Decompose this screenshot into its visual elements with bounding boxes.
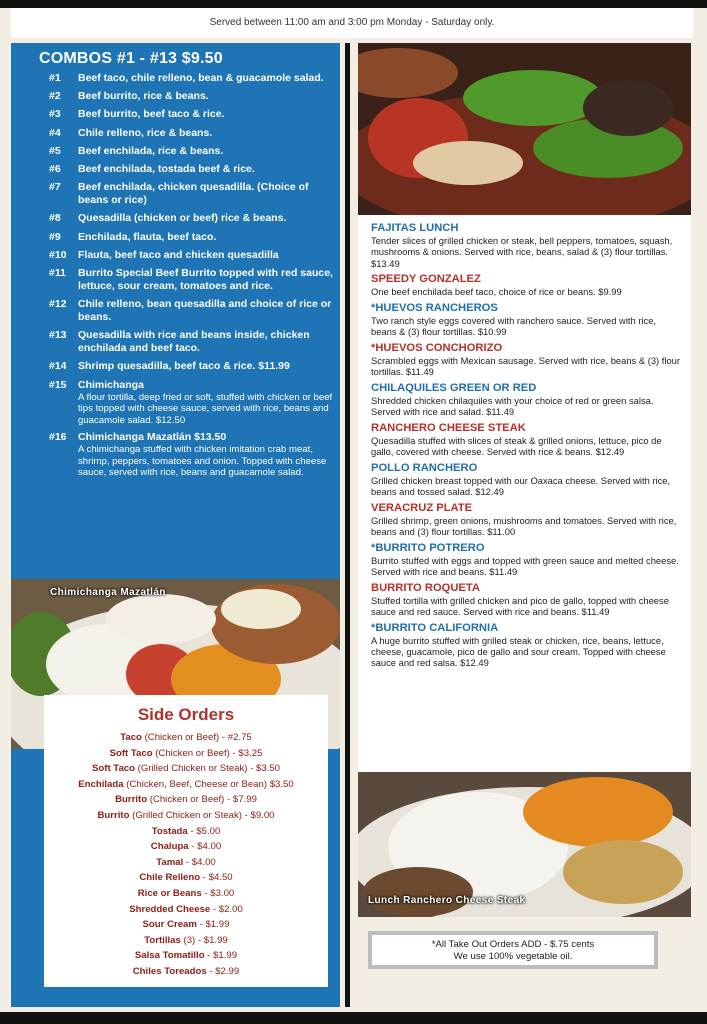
combo-title: Chimichanga Mazatlán $13.50 bbox=[78, 431, 227, 444]
side-order-name: Burrito bbox=[97, 809, 130, 821]
side-order-name: Shredded Cheese bbox=[129, 903, 211, 915]
hours-note: Served between 11:00 am and 3:00 pm Monday - Saturday only. bbox=[209, 17, 495, 28]
plate-name: POLLO RANCHERO bbox=[371, 461, 478, 474]
combo-number: #15 bbox=[49, 378, 67, 391]
combo-number: #9 bbox=[49, 230, 61, 243]
side-order-detail: - $2.00 bbox=[210, 903, 243, 915]
plate-description: Grilled shrimp, green onions, mushrooms and tomatoes. Served with rice, beans and (3) flour tortillas. $11.00 bbox=[371, 514, 677, 538]
combo-text bbox=[78, 360, 334, 373]
fajita-photo-art bbox=[358, 43, 691, 215]
fajita-photo bbox=[358, 43, 691, 215]
side-order-name: Chiles Toreados bbox=[132, 965, 207, 977]
side-order-name: Tamal bbox=[156, 856, 184, 868]
side-order-detail: - $3.00 bbox=[201, 887, 235, 899]
side-order-detail: (Grilled Chicken or Steak) - $9.00 bbox=[129, 809, 275, 821]
combo-text bbox=[78, 298, 334, 324]
plate-item bbox=[371, 581, 683, 618]
side-order-detail: (Chicken or Beef) - $7.99 bbox=[147, 794, 257, 806]
side-order-name: Burrito bbox=[115, 794, 148, 806]
side-order-name: Taco bbox=[120, 732, 142, 743]
plate-description: Two ranch style eggs covered with ranchero sauce. Served with rice, beans & (3) flour tortillas. $10.99 bbox=[371, 314, 657, 338]
side-order-name: Sour Cream bbox=[142, 919, 197, 931]
plate-item bbox=[371, 541, 683, 578]
side-order-item bbox=[44, 761, 328, 777]
side-order-name: Chile Relleno bbox=[139, 872, 201, 884]
side-order-item bbox=[44, 746, 328, 762]
combo-number: #16 bbox=[49, 431, 67, 444]
combo-text bbox=[78, 145, 334, 158]
side-order-detail: (Chicken or Beef) - #2.75 bbox=[141, 732, 252, 743]
take-out-line-1: *All Take Out Orders ADD - $.75 cents bbox=[431, 939, 595, 950]
side-order-detail: - $5.00 bbox=[187, 825, 221, 837]
side-order-item bbox=[44, 870, 328, 886]
combo-title: Beef taco, chile relleno, bean & guacamole salad. bbox=[78, 72, 324, 84]
side-order-detail: (Grilled Chicken or Steak) - $3.50 bbox=[134, 763, 281, 775]
combo-item bbox=[49, 360, 334, 373]
combo-number: #12 bbox=[49, 298, 67, 311]
plate-name: VERACRUZ PLATE bbox=[371, 501, 473, 514]
combo-number: #5 bbox=[49, 144, 61, 157]
combo-item bbox=[49, 431, 334, 479]
combo-number: #3 bbox=[49, 108, 61, 121]
combo-item bbox=[49, 127, 334, 140]
plate-description: Scrambled eggs with Mexican sausage. Served with rice, beans & (3) flour tortillas. $11.49 bbox=[371, 354, 680, 378]
hours-banner bbox=[11, 8, 693, 38]
side-order-item bbox=[44, 839, 328, 855]
plate-name: BURRITO ROQUETA bbox=[371, 581, 480, 594]
combo-text bbox=[78, 379, 334, 427]
side-order-item bbox=[44, 902, 328, 918]
combo-title: Shrimp quesadilla, beef taco & rice. $11.99 bbox=[78, 360, 290, 373]
side-orders-box bbox=[44, 695, 328, 987]
plate-name: RANCHERO CHEESE STEAK bbox=[371, 421, 526, 434]
combo-title: Chile relleno, bean quesadilla and choice of rice or beans. bbox=[78, 298, 332, 324]
combo-title: Flauta, beef taco and chicken quesadilla bbox=[78, 248, 279, 261]
side-order-item bbox=[44, 964, 328, 980]
combo-item bbox=[49, 379, 334, 427]
side-order-item bbox=[44, 824, 328, 840]
combo-text bbox=[78, 181, 334, 207]
side-orders-list bbox=[44, 730, 328, 980]
combo-title: Burrito Special Beef Burrito topped with red sauce, lettuce, sour cream, tomatoes and rice. bbox=[78, 266, 333, 292]
side-orders-title: Side Orders bbox=[137, 705, 235, 724]
combo-title: Beef enchilada, chicken quesadilla. (Choice of beans or rice) bbox=[78, 181, 309, 207]
combo-text bbox=[78, 90, 334, 103]
side-order-item bbox=[44, 933, 328, 949]
combo-number: #1 bbox=[49, 72, 61, 84]
combo-item bbox=[49, 181, 334, 207]
plate-name: *BURRITO CALIFORNIA bbox=[371, 621, 499, 634]
plate-item bbox=[371, 341, 683, 378]
plate-item bbox=[371, 621, 683, 669]
combo-text bbox=[78, 267, 334, 293]
plate-description: Grilled chicken breast topped with our Oaxaca cheese. Served with rice, beans and tossed salad. $12.49 bbox=[371, 474, 671, 498]
plate-item bbox=[371, 381, 683, 418]
plate-name: CHILAQUILES GREEN OR RED bbox=[371, 381, 537, 394]
plate-name: *HUEVOS RANCHEROS bbox=[371, 301, 498, 314]
combo-title: Beef burrito, beef taco & rice. bbox=[78, 108, 225, 121]
plate-name: *HUEVOS CONCHORIZO bbox=[371, 341, 503, 354]
combo-title: Chimichanga bbox=[78, 378, 144, 391]
combo-text bbox=[78, 431, 334, 479]
combo-item bbox=[49, 212, 334, 225]
combo-number: #2 bbox=[49, 90, 61, 103]
plate-item bbox=[371, 461, 683, 498]
top-border bbox=[0, 0, 707, 8]
combo-list bbox=[49, 72, 334, 484]
combo-text bbox=[78, 72, 334, 85]
side-order-detail: - $4.00 bbox=[183, 856, 216, 868]
plate-description: Stuffed tortilla with grilled chicken and pico de gallo, topped with cheese sauce and red sauce. Served with rice and beans. $11.49 bbox=[371, 594, 669, 618]
combo-title: Enchilada, flauta, beef taco. bbox=[78, 230, 217, 243]
plate-item bbox=[371, 421, 683, 458]
combo-item bbox=[49, 108, 334, 121]
side-order-detail: - $4.50 bbox=[200, 872, 233, 884]
plate-description: A huge burrito stuffed with grilled steak or chicken, rice, beans, lettuce, cheese, guacamole, pico de gallo and sour cream. Topped with cheese sauce and red salsa. $12.49 bbox=[371, 634, 666, 669]
lunch-plates-list bbox=[371, 221, 683, 672]
side-order-item bbox=[44, 777, 328, 793]
side-order-detail: (Chicken or Beef) - $3.25 bbox=[152, 747, 263, 759]
side-order-detail: (Chicken, Beef, Cheese or Bean) $3.50 bbox=[123, 778, 294, 790]
plate-name: *BURRITO POTRERO bbox=[371, 541, 485, 554]
combo-item bbox=[49, 90, 334, 103]
combo-number: #8 bbox=[49, 212, 61, 225]
side-order-detail: - $2.99 bbox=[206, 965, 240, 977]
side-order-item bbox=[44, 792, 328, 808]
combo-number: #4 bbox=[49, 126, 61, 139]
side-order-detail: - $1.99 bbox=[196, 919, 230, 931]
combo-item bbox=[49, 298, 334, 324]
column-divider bbox=[345, 43, 350, 1007]
combo-title: Quesadilla with rice and beans inside, chicken enchilada and beef taco. bbox=[78, 329, 310, 355]
side-order-name: Tortillas bbox=[144, 934, 181, 946]
plate-item bbox=[371, 221, 683, 269]
combo-title: Beef enchilada, tostada beef & rice. bbox=[78, 162, 255, 175]
side-order-item bbox=[44, 855, 328, 871]
side-order-name: Enchilada bbox=[78, 778, 124, 790]
side-order-name: Tostada bbox=[151, 825, 188, 837]
combo-number: #10 bbox=[49, 248, 67, 261]
combo-item bbox=[49, 145, 334, 158]
combo-item bbox=[49, 267, 334, 293]
combo-text bbox=[78, 127, 334, 140]
combo-text bbox=[78, 231, 334, 244]
combo-text bbox=[78, 329, 334, 355]
side-order-detail: - $4.00 bbox=[188, 841, 222, 853]
plate-description: Burrito stuffed with eggs and topped with green sauce and melted cheese. Served with rice and beans. $11.49 bbox=[371, 554, 679, 578]
chimichanga-caption: Chimichanga Mazatlán bbox=[50, 587, 166, 598]
plate-description: One beef enchilada beef taco, choice of rice or beans. $9.99 bbox=[371, 286, 622, 298]
combo-item bbox=[49, 249, 334, 262]
plate-name: FAJITAS LUNCH bbox=[371, 222, 459, 234]
bottom-border bbox=[0, 1012, 707, 1024]
side-order-name: Rice or Beans bbox=[137, 887, 202, 899]
side-order-item bbox=[44, 730, 328, 746]
side-order-item bbox=[44, 948, 328, 964]
plate-item bbox=[371, 301, 683, 338]
combos-title: COMBOS #1 - #13 $9.50 bbox=[39, 50, 223, 67]
combo-title: Chile relleno, rice & beans. bbox=[78, 126, 213, 139]
side-order-name: Soft Taco bbox=[91, 763, 135, 775]
combo-number: #7 bbox=[49, 181, 61, 194]
side-order-detail: (3) - $1.99 bbox=[180, 934, 228, 946]
combo-title: Quesadilla (chicken or beef) rice & beans. bbox=[78, 212, 287, 225]
combo-item bbox=[49, 163, 334, 176]
plate-description: Tender slices of grilled chicken or steak, bell peppers, tomatoes, squash, mushrooms & onions. Served with rice, beans, salad & (3) flour tortillas. $13.49 bbox=[371, 235, 673, 269]
take-out-note bbox=[368, 931, 658, 969]
side-order-name: Chalupa bbox=[150, 841, 189, 853]
plate-item bbox=[371, 272, 683, 297]
combo-number: #14 bbox=[49, 360, 67, 373]
take-out-line-2: We use 100% vegetable oil. bbox=[453, 951, 573, 962]
combo-text bbox=[78, 249, 334, 262]
combo-item bbox=[49, 72, 334, 85]
combo-text bbox=[78, 108, 334, 121]
combo-number: #11 bbox=[49, 266, 66, 279]
combo-item bbox=[49, 329, 334, 355]
plate-item bbox=[371, 501, 683, 538]
combo-text bbox=[78, 212, 334, 225]
combo-text bbox=[78, 163, 334, 176]
side-order-item bbox=[44, 917, 328, 933]
combo-description: A chimichanga stuffed with chicken imitation crab meat, shrimp, peppers, tomatoes and onion. Topped with cheese sauce, served with rice, beans and guacamole salad. bbox=[78, 444, 327, 479]
side-order-name: Soft Taco bbox=[109, 747, 153, 759]
plate-description: Shredded chicken chilaquiles with your choice of red or green salsa. Served with rice and salad. $11.49 bbox=[371, 394, 654, 418]
side-order-name: Salsa Tomatillo bbox=[134, 950, 205, 962]
combo-description: A flour tortilla, deep fried or soft, stuffed with chicken or beef tips topped with cheese sauce, served with rice, beans and guacamole salad. $12.50 bbox=[78, 391, 333, 426]
combo-title: Beef enchilada, rice & beans. bbox=[78, 144, 224, 157]
side-order-item bbox=[44, 808, 328, 824]
side-order-item bbox=[44, 886, 328, 902]
side-order-detail: - $1.99 bbox=[204, 950, 238, 962]
plate-description: Quesadilla stuffed with slices of steak & grilled onions, lettuce, pico de gallo, covered with cheese. Served with rice & beans. $12.49 bbox=[371, 434, 662, 458]
ranchero-caption: Lunch Ranchero Cheese Steak bbox=[368, 895, 526, 906]
plate-name: SPEEDY GONZALEZ bbox=[371, 273, 481, 286]
combo-number: #6 bbox=[49, 162, 61, 175]
combo-number: #13 bbox=[49, 329, 67, 342]
combo-item bbox=[49, 231, 334, 244]
combo-title: Beef burrito, rice & beans. bbox=[78, 90, 209, 103]
